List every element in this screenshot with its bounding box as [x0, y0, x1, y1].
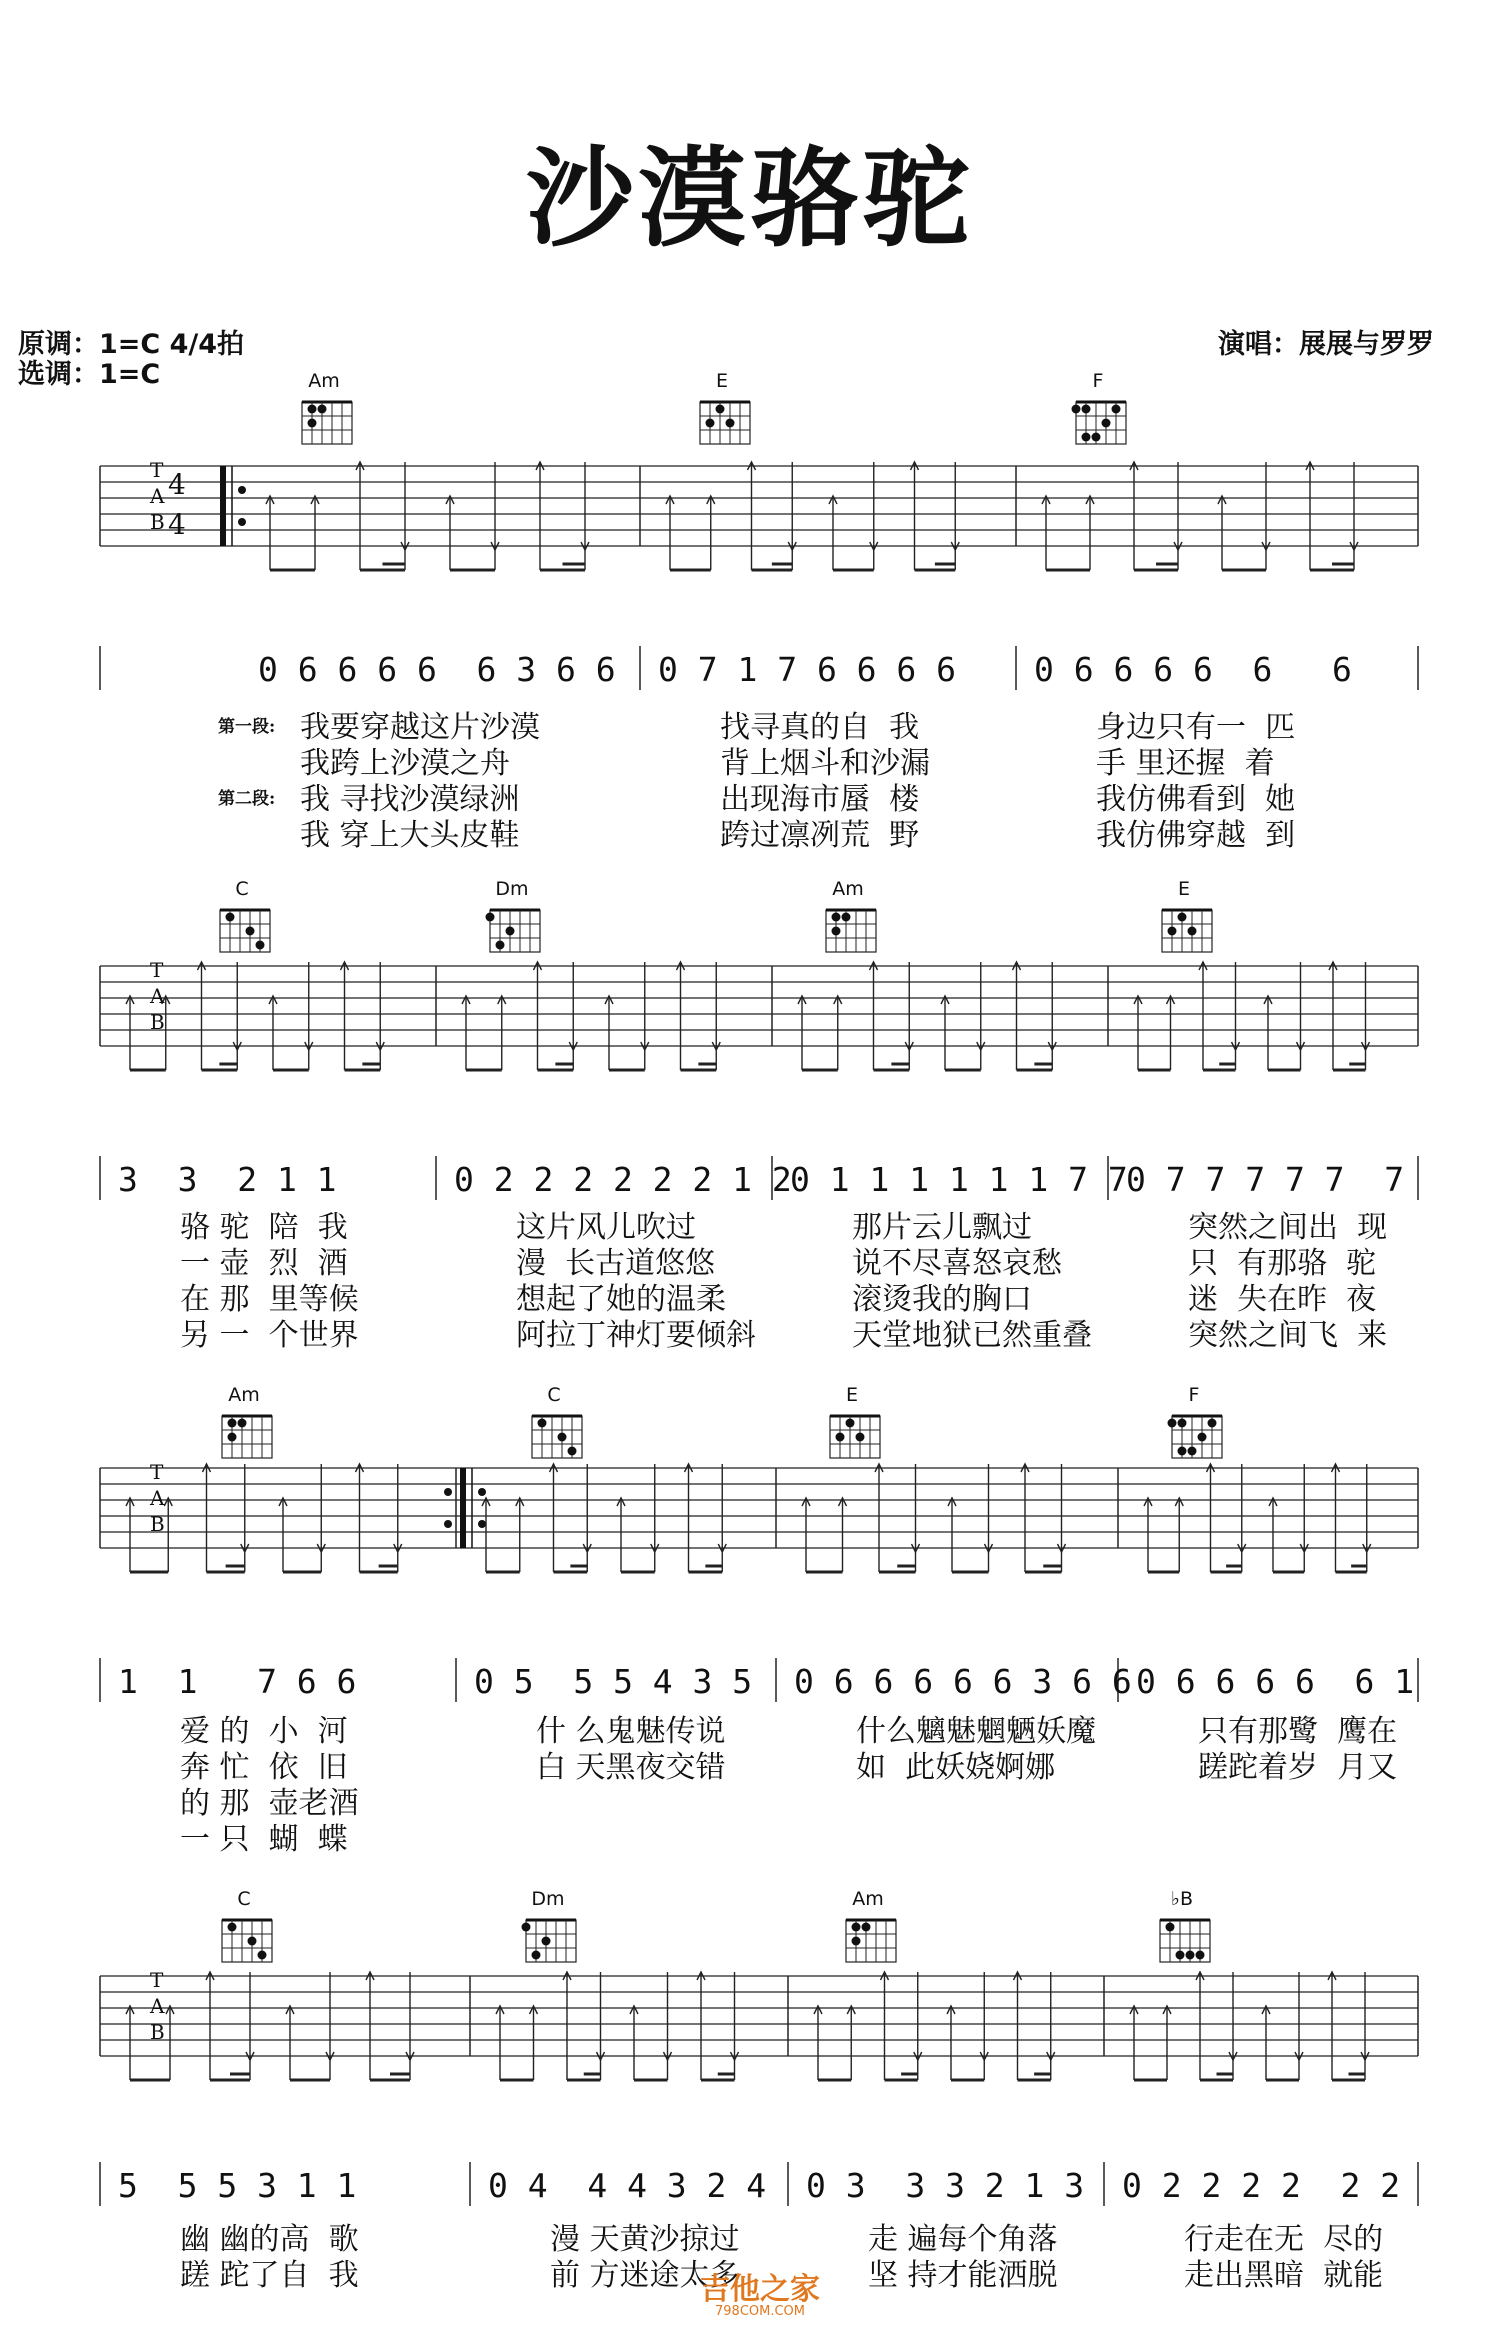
lyric-segment: 阿拉丁神灯要倾斜 — [516, 1318, 756, 1353]
lyric-segment: 如 此妖娆婀娜 — [856, 1750, 1056, 1785]
singer: 演唱：展展与罗罗 — [1218, 329, 1434, 360]
chord-finger-dot — [228, 1433, 237, 1442]
lyric-segment: 说不尽喜怒哀愁 — [852, 1246, 1062, 1281]
repeat-thick — [460, 1468, 466, 1548]
tab-clef-letter: A — [150, 984, 165, 1008]
chord-finger-dot — [318, 405, 327, 414]
time-signature-bottom: 4 — [168, 508, 186, 541]
chord-name: Dm — [495, 878, 529, 900]
chord-finger-dot — [1178, 913, 1187, 922]
lyric-segment: 手 里还握 着 — [1096, 746, 1275, 781]
chord-name: Am — [832, 878, 864, 900]
chord-name: Am — [308, 370, 340, 392]
lyric-segment: 奔 忙 依 旧 — [180, 1750, 348, 1785]
chord-finger-dot — [238, 1419, 247, 1428]
lyric-segment: 一 只 蝴 蝶 — [180, 1822, 348, 1857]
lyric-segment: 什 么鬼魅传说 — [536, 1714, 726, 1749]
lyric-segment: 只 有那骆 驼 — [1188, 1246, 1377, 1281]
chord-name: E — [1177, 878, 1190, 900]
repeat-dot — [444, 1520, 452, 1528]
chord-finger-dot — [1112, 405, 1121, 414]
jianpu-measure: 0 7 1 7 6 6 6 6 — [658, 650, 957, 689]
jianpu-measure: 0 4 4 4 3 2 4 — [488, 2166, 767, 2205]
chord-finger-dot — [228, 1923, 237, 1932]
chord-finger-dot — [1188, 1447, 1197, 1456]
lyric-segment: 的 那 壶老酒 — [180, 1786, 359, 1821]
chord-finger-dot — [1176, 1951, 1185, 1960]
chord-finger-dot — [856, 1433, 865, 1442]
chord-name: C — [547, 1384, 561, 1406]
chord-finger-dot — [308, 405, 317, 414]
chord-finger-dot — [832, 913, 841, 922]
lyric-segment: 突然之间飞 来 — [1188, 1318, 1388, 1353]
lyric-segment: 这片风儿吹过 — [516, 1210, 696, 1245]
lyric-segment: 出现海市蜃 楼 — [720, 782, 920, 817]
tab-clef-letter: B — [150, 2020, 165, 2044]
chord-finger-dot — [532, 1951, 541, 1960]
chord-name: E — [845, 1384, 858, 1406]
repeat-dot — [238, 518, 246, 526]
chord-finger-dot — [558, 1433, 567, 1442]
lyric-segment: 爱 的 小 河 — [180, 1714, 348, 1749]
lyric-segment: 蹉跎着岁 月又 — [1198, 1750, 1398, 1785]
lyric-segment: 前 方迷途太多 — [550, 2258, 740, 2293]
watermark-logo: 吉他之家 — [700, 2272, 820, 2307]
chord-finger-dot — [1102, 419, 1111, 428]
lyric-segment: 我 寻找沙漠绿洲 — [300, 782, 520, 817]
chord-finger-dot — [1168, 927, 1177, 936]
chord-finger-dot — [538, 1419, 547, 1428]
jianpu-measure: 0 1 1 1 1 1 1 7 7 — [790, 1160, 1128, 1199]
chord-finger-dot — [726, 419, 735, 428]
chord-finger-dot — [832, 927, 841, 936]
chord-finger-dot — [852, 1923, 861, 1932]
chord-finger-dot — [842, 913, 851, 922]
jianpu-measure: 1 1 7 6 6 — [118, 1662, 357, 1701]
lyric-segment: 背上烟斗和沙漏 — [720, 746, 930, 781]
lyric-segment: 坚 持才能洒脱 — [868, 2258, 1058, 2293]
chord-finger-dot — [486, 913, 495, 922]
lyric-segment: 只有那鹭 鹰在 — [1198, 1714, 1398, 1749]
lyric-segment: 在 那 里等候 — [180, 1282, 359, 1317]
chord-finger-dot — [1178, 1447, 1187, 1456]
jianpu-measure: 5 5 5 3 1 1 — [118, 2166, 357, 2205]
chord-finger-dot — [248, 1937, 257, 1946]
lyric-segment: 漫 长古道悠悠 — [516, 1246, 716, 1281]
lyric-segment: 我跨上沙漠之舟 — [300, 746, 510, 781]
repeat-start-thick — [220, 466, 226, 546]
chord-finger-dot — [228, 1419, 237, 1428]
lyric-segment: 我仿佛看到 她 — [1096, 782, 1296, 817]
lyric-segment: 身边只有一 匹 — [1096, 710, 1296, 745]
lyric-segment: 走出黑暗 就能 — [1184, 2258, 1384, 2293]
jianpu-measure: 0 6 6 6 6 6 3 6 6 — [258, 650, 616, 689]
chord-name: C — [237, 1888, 251, 1910]
lyric-segment: 蹉 跎了自 我 — [180, 2258, 359, 2293]
chord-finger-dot — [1178, 1419, 1187, 1428]
chord-finger-dot — [1082, 405, 1091, 414]
chord-name: ♭B — [1171, 1888, 1193, 1910]
chord-finger-dot — [1208, 1419, 1217, 1428]
jianpu-measure: 0 5 5 5 4 3 5 — [474, 1662, 753, 1701]
lyric-segment: 另 一 个世界 — [180, 1318, 359, 1353]
chord-finger-dot — [496, 941, 505, 950]
lyric-segment: 突然之间出 现 — [1188, 1210, 1388, 1245]
lyric-segment: 我 穿上大头皮鞋 — [300, 818, 520, 853]
repeat-dot — [238, 486, 246, 494]
chord-finger-dot — [1092, 433, 1101, 442]
lyric-segment: 走 遍每个角落 — [868, 2222, 1058, 2257]
chord-finger-dot — [246, 927, 255, 936]
jianpu-measure: 3 3 2 1 1 — [118, 1160, 337, 1199]
chord-finger-dot — [568, 1447, 577, 1456]
chord-finger-dot — [1198, 1433, 1207, 1442]
lyric-segment: 行走在无 尽的 — [1184, 2222, 1384, 2257]
chord-finger-dot — [226, 913, 235, 922]
repeat-dot — [478, 1520, 486, 1528]
chord-finger-dot — [256, 941, 265, 950]
chord-name: Dm — [531, 1888, 565, 1910]
lyric-segment: 想起了她的温柔 — [516, 1282, 726, 1317]
verse-label-1: 第一段: — [218, 717, 276, 737]
chord-finger-dot — [846, 1419, 855, 1428]
jianpu-measure: 0 6 6 6 6 6 3 6 6 — [794, 1662, 1132, 1701]
chord-finger-dot — [258, 1951, 267, 1960]
lyric-segment: 漫 天黄沙掠过 — [550, 2222, 740, 2257]
chord-finger-dot — [1168, 1419, 1177, 1428]
tab-clef-letter: A — [150, 1486, 165, 1510]
lyric-segment: 我仿佛穿越 到 — [1096, 818, 1296, 853]
lyric-segment: 那片云儿飘过 — [852, 1210, 1032, 1245]
tab-clef-letter: T — [150, 458, 164, 482]
tab-clef-letter: T — [150, 1460, 164, 1484]
jianpu-measure: 0 2 2 2 2 2 2 — [1122, 2166, 1401, 2205]
chord-finger-dot — [506, 927, 515, 936]
chord-finger-dot — [1072, 405, 1081, 414]
jianpu-measure: 0 2 2 2 2 2 2 1 2 — [454, 1160, 792, 1199]
lyric-segment: 什么魑魅魍魉妖魔 — [856, 1714, 1096, 1749]
time-signature-top: 4 — [168, 468, 186, 501]
chord-finger-dot — [716, 405, 725, 414]
chord-finger-dot — [1188, 927, 1197, 936]
chord-finger-dot — [1196, 1951, 1205, 1960]
chord-finger-dot — [1186, 1951, 1195, 1960]
chord-finger-dot — [862, 1923, 871, 1932]
chord-finger-dot — [706, 419, 715, 428]
tab-clef-letter: T — [150, 1968, 164, 1992]
chord-finger-dot — [836, 1433, 845, 1442]
tab-clef-letter: A — [150, 484, 165, 508]
jianpu-measure: 0 6 6 6 6 6 6 — [1034, 650, 1352, 689]
jianpu-measure: 0 3 3 3 2 1 3 — [806, 2166, 1085, 2205]
chord-name: Am — [852, 1888, 884, 1910]
chord-finger-dot — [852, 1937, 861, 1946]
lyric-segment: 一 壶 烈 酒 — [180, 1246, 348, 1281]
lyric-segment: 我要穿越这片沙漠 — [300, 710, 540, 745]
lyric-segment: 迷 失在昨 夜 — [1188, 1282, 1377, 1317]
repeat-dot — [478, 1488, 486, 1496]
tab-clef-letter: T — [150, 958, 164, 982]
jianpu-measure: 0 6 6 6 6 6 1 — [1136, 1662, 1415, 1701]
original-key: 原调：1=C 4/4拍 — [18, 329, 245, 360]
selected-key: 选调：1=C — [18, 359, 161, 390]
lyric-segment: 滚烫我的胸口 — [852, 1282, 1032, 1317]
lyric-segment: 跨过凛冽荒 野 — [720, 818, 920, 853]
chord-name: E — [715, 370, 728, 392]
chord-finger-dot — [522, 1923, 531, 1932]
lyric-segment: 骆 驼 陪 我 — [180, 1210, 348, 1245]
watermark-url: 798COM.COM — [715, 2304, 805, 2319]
tab-clef-letter: B — [150, 1512, 165, 1536]
lyric-segment: 天堂地狱已然重叠 — [852, 1318, 1092, 1353]
lyric-segment: 白 天黑夜交错 — [536, 1750, 726, 1785]
chord-finger-dot — [308, 419, 317, 428]
verse-label-2: 第二段: — [218, 789, 276, 809]
chord-finger-dot — [1166, 1923, 1175, 1932]
chord-finger-dot — [542, 1937, 551, 1946]
chord-finger-dot — [1082, 433, 1091, 442]
lyric-segment: 幽 幽的高 歌 — [180, 2222, 359, 2257]
tab-clef-letter: A — [150, 1994, 165, 2018]
repeat-dot — [444, 1488, 452, 1496]
lyric-segment: 找寻真的自 我 — [720, 710, 920, 745]
chord-name: F — [1188, 1384, 1200, 1406]
chord-name: C — [235, 878, 249, 900]
chord-name: Am — [228, 1384, 260, 1406]
song-title: 沙漠骆驼 — [525, 137, 974, 262]
jianpu-measure: 0 7 7 7 7 7 7 — [1126, 1160, 1405, 1199]
chord-name: F — [1092, 370, 1104, 392]
tab-clef-letter: B — [150, 1010, 165, 1034]
tab-clef-letter: B — [150, 510, 165, 534]
